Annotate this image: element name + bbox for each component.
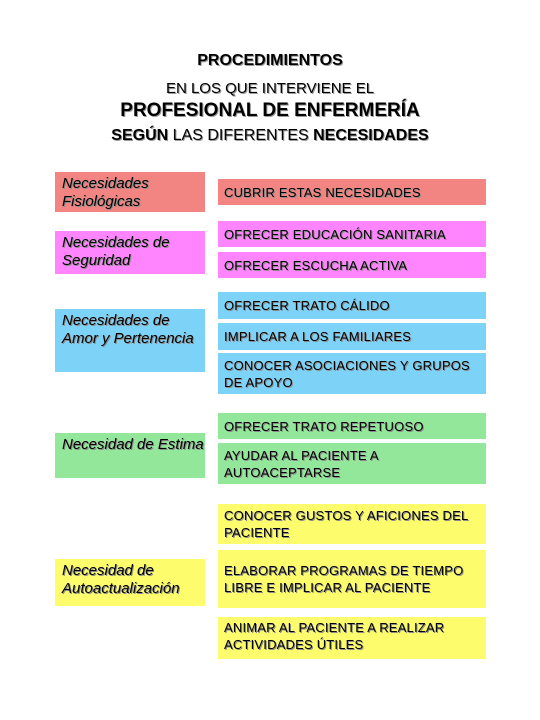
action-leisure-programs: ELABORAR PROGRAMAS DE TIEMPO LIBRE E IMPLICAR AL PACIENTE [218, 550, 486, 608]
subtitle-needs [0, 127, 540, 145]
title-procedimientos: PROCEDIMIENTOS [197, 52, 343, 69]
subtitle-intervention: EN LOS QUE INTERVIENE EL [165, 80, 375, 97]
subtitle-needs-necesidades: NECESIDADES [313, 127, 429, 144]
action-warm-treatment: OFRECER TRATO CÁLIDO [218, 292, 486, 319]
action-support-groups: CONOCER ASOCIACIONES Y GRUPOS DE APOYO [218, 353, 486, 394]
need-physiological: Necesidades Fisiológicas [55, 172, 205, 212]
action-self-acceptance: AYUDAR AL PACIENTE A AUTOACEPTARSE [218, 443, 486, 484]
need-esteem: Necesidad de Estima [55, 433, 205, 478]
action-respectful-treatment: OFRECER TRATO REPETUOSO [218, 413, 486, 439]
need-love-belonging: Necesidades de Amor y Pertenencia [55, 309, 205, 372]
subtitle-needs-middle: LAS DIFERENTES [168, 127, 314, 144]
action-cover-needs: CUBRIR ESTAS NECESIDADES [218, 179, 486, 205]
need-self-actualization: Necesidad de Autoactualización [55, 559, 205, 606]
action-involve-family: IMPLICAR A LOS FAMILIARES [218, 323, 486, 350]
subtitle-needs-segun: SEGÚN [111, 127, 169, 144]
action-know-hobbies: CONOCER GUSTOS Y AFICIONES DEL PACIENTE [218, 504, 486, 544]
action-useful-activities: ANIMAR AL PACIENTE A REALIZAR ACTIVIDADES ÚTILES [218, 617, 486, 659]
action-active-listening: OFRECER ESCUCHA ACTIVA [218, 252, 486, 278]
action-health-education: OFRECER EDUCACIÓN SANITARIA [218, 221, 486, 247]
need-security: Necesidades de Seguridad [55, 231, 205, 274]
subtitle-nursing-professional: PROFESIONAL DE ENFERMERÍA [120, 100, 420, 121]
